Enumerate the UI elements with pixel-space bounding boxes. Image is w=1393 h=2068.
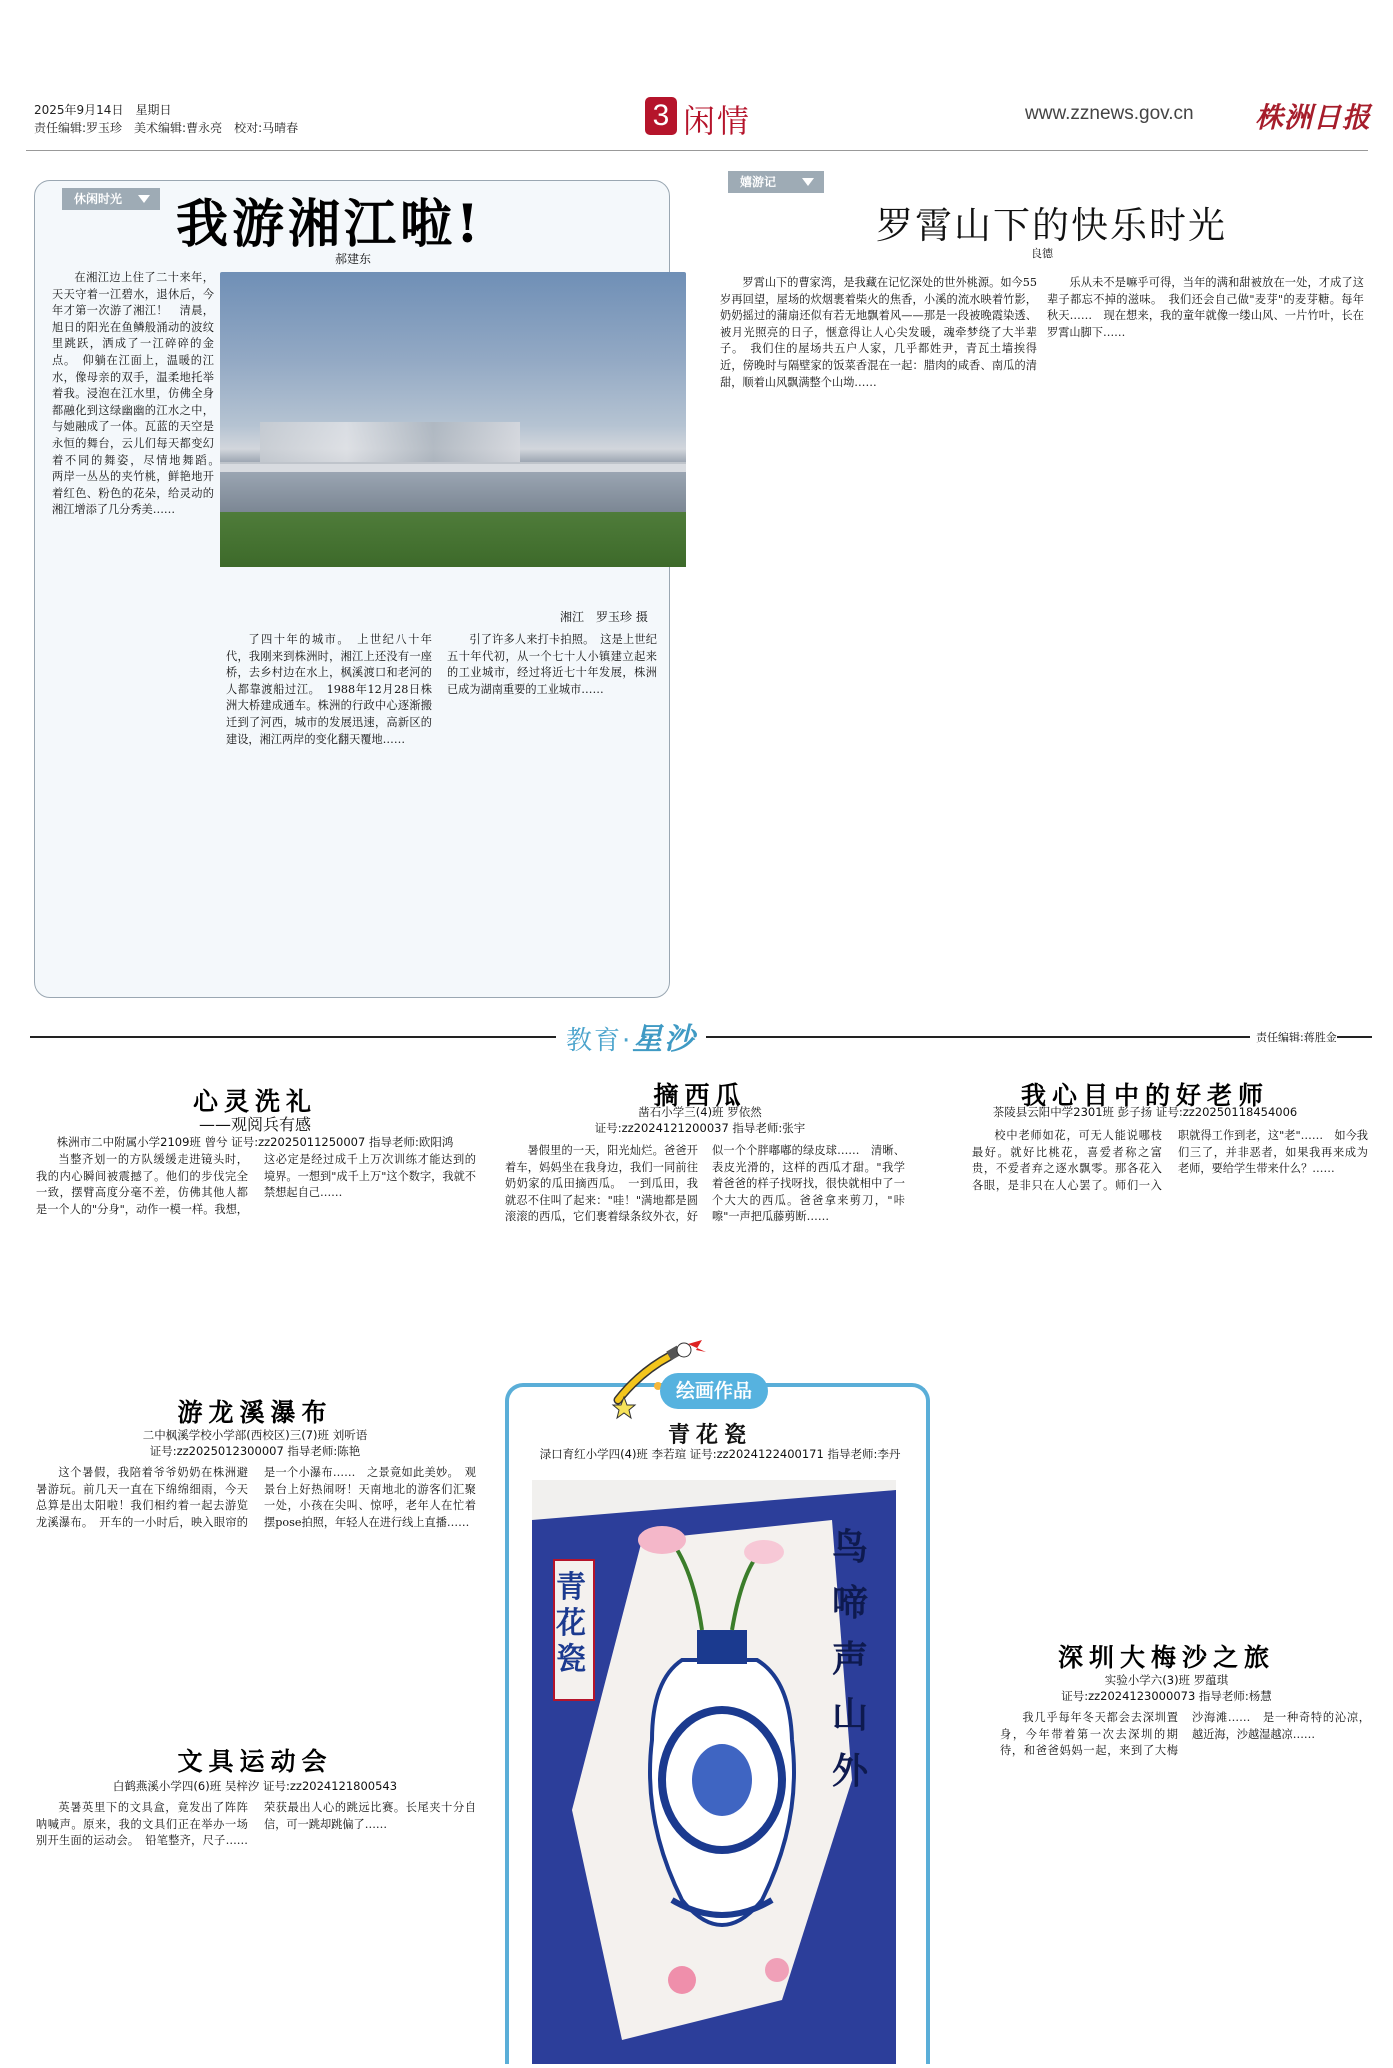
section-editor: 责任编辑:蒋胜金 [1250,1029,1337,1045]
photo-grass [220,512,686,567]
article-title: 游龙溪瀑布 [177,1398,333,1427]
column-tag-label: 休闲时光 [74,192,123,206]
article-meta: 实验小学六(3)班 罗蕴琪 [1104,1673,1229,1687]
article-body: 这个暑假，我陪着爷爷奶奶在株洲避暑游玩。前几天一直在下绵绵细雨，今天总算是出太阳啦！我们相约着一起去游览龙溪瀑布。 开车的一小时后，映入眼帘的是一个小瀑布…… 之景竟如此美妙。 观景台上好热闹呀！天南地北的游客们汇聚一处，小孩在尖叫、惊呼，老年人在忙着摆pose拍照，年轻人在进行线上直播…… [36,1466,476,1529]
article-body-col1: 在湘江边上住了二十来年，天天守着一江碧水，退休后，今年才第一次游了湘江！ 清晨，旭日的阳光在鱼鳞般涌动的波纹里跳跃，洒成了一江碎碎的金点。 仰躺在江面上，温暖的江水，像母亲的双手，温柔地托举着我。浸泡在江水里，仿佛全身都融化到这绿幽幽的江水之中，与她融成了一体。瓦蓝的天空是永恒的舞台，云儿们每天都变幻着不同的舞姿，尽情地舞蹈。 两岸一丛丛的夹竹桃，鲜艳地开着红色、粉色的花朵，给灵动的湘江增添了几分秀美…… [52,271,214,517]
article-body: 当整齐划一的方队缓缓走进镜头时，我的内心瞬间被震撼了。他们的步伐完全一致，摆臂高度分毫不差，仿佛其他人都是一个人的"分身"，动作一模一样。我想，这必定是经过成千上万次训练才能达到的境界。一想到"成千上万"这个数字，我就不禁想起自己…… [36,1153,476,1216]
article-meta: 株洲市二中附属小学2109班 曾兮 证号:zz2025011250007 指导老师:欧阳鸿 [56,1135,454,1149]
article-meta-2: 证号:zz2024123000073 指导老师:杨慧 [1061,1689,1272,1703]
article-title: 我游湘江啦! [176,194,483,255]
article-author: 郝建东 [335,252,372,266]
article-body: 暑假里的一天，阳光灿烂。爸爸开着车，妈妈坐在我身边，我们一同前往奶奶家的瓜田摘西瓜。 一到瓜田，我就忍不住叫了起来："哇！"满地都是圆滚滚的西瓜，它们裹着绿条纹外衣，好似一个个胖嘟嘟的绿皮球…… 清晰、表皮光滑的，这样的西瓜才甜。"我学着爸爸的样子找呀找，很快就相中了一个大大的西瓜。爸爸拿来剪刀，"咔嚓"一声把瓜藤剪断…… [505,1144,905,1224]
article-subtitle: ——观阅兵有感 [198,1115,311,1134]
article-author: 良德 [1031,247,1053,260]
photo-skyline [260,422,520,464]
article-meta: 凿石小学三(4)班 罗依然 [638,1105,762,1119]
page-number-badge: 3 [645,97,677,135]
xiangjiang-bridge-photo [220,272,686,567]
article-meta-2: 证号:zz2025012300007 指导老师:陈艳 [149,1444,361,1458]
article-body-col2: 乐从未不是嘛乎可得，当年的满和甜被放在一处，才成了这辈子都忘不掉的滋味。 我们还会自己做"麦芽"的麦芽糖。每年秋天…… 现在想来，我的童年就像一缕山风、一片竹叶，长在罗霄山脚下…… [1047,276,1364,339]
article-meta: 白鹤燕溪小学四(6)班 吴梓汐 证号:zz2024121800543 [112,1779,398,1793]
article-body: 校中老师如花，可无人能说哪枝最好。就好比桃花，喜爱者称之富贵，不爱者弃之逐水飘零。那各花入各眼，是非只在人心罢了。师们一入职就得工作到老，这"老"…… 如今我们三了，并非恶者，如果我再来成为老师，要给学生带来什么？…… [972,1129,1368,1192]
site-url-link[interactable]: www.zznews.gov.cn [1025,103,1194,124]
issue-date: 2025年9月14日 星期日 [34,103,172,117]
article-meta: 茶陵县云阳中学2301班 彭子扬 证号:zz2025011845400​6 [992,1105,1298,1119]
painting-badge: 绘画作品 [660,1373,768,1409]
article-body-col2: 了四十年的城市。 上世纪八十年代，我刚来到株洲时，湘江上还没有一座桥，去乡村边在水上，枫溪渡口和老河的人都靠渡船过江。 1988年12月28日株洲大桥建成通车。株洲的行政中心逐渐搬迁到了河西，城市的发展迅速，高新区的建设，湘江两岸的变化翻天覆地…… [226,633,432,746]
triangle-down-icon [138,195,150,203]
article-meta-2: 证号:zz2024121200037 指导老师:张宇 [594,1121,806,1135]
article-body-col3: 引了许多人来打卡拍照。 这是上世纪五十年代初，从一个七十人小镇建立起来的工业城市，经过将近七十年发展，株洲已成为湖南重要的工业城市…… [447,633,657,696]
column-tag [728,171,824,193]
article-body-col1: 罗霄山下的曹家湾，是我藏在记忆深处的世外桃源。如今55岁再回望，屋场的炊烟裹着柴火的焦香，小溪的流水映着竹影，奶奶摇过的蒲扇还似有若无地飘着风——那是一段被晚霞染透、被月光照亮的日子，惬意得让人心尖发暖，魂牵梦绕了大半辈子。 我们住的屋场共五户人家，几乎都姓尹，青瓦土墙挨得近，傍晚时与隔壁家的饭菜香混在一起：腊肉的咸香、南瓜的清甜，顺着山风飘满整个山坳…… [720,276,1037,389]
photo-caption: 湘江 罗玉珍 摄 [560,610,648,624]
photo-bridge [220,462,686,472]
painting-background-text: 鸟啼声山外 [832,1527,869,1792]
column-tag-label: 嬉游记 [740,175,777,189]
column-tag [62,188,160,210]
article-title: 罗霄山下的快乐时光 [876,204,1227,247]
article-body: 我几乎每年冬天都会去深圳置身，今年带着第一次去深圳的期待，和爸爸妈妈一起，来到了大梅沙海滩…… 是一种奇特的沁凉，越近海，沙越湿越凉…… [1000,1711,1370,1758]
painting-title: 青花瓷 [667,1423,752,1448]
article-body: 英暑英里下的文具盒，竟发出了阵阵呐喊声。原来，我的文具们正在举办一场别开生面的运动会。 铅笔整齐，尺子…… 荣获最出人心的跳远比赛。长尾夹十分自信，可一跳却跳偏了…… [36,1801,476,1848]
article-title: 文具运动会 [177,1747,333,1776]
photo-river [220,472,686,512]
painting-inscription: 青花瓷 [556,1570,586,1677]
page-editors: 责任编辑:罗玉珍 美术编辑:曹永亮 校对:马晴春 [34,121,299,135]
blue-white-porcelain-painting [532,1480,896,2064]
logo-name: 星沙 [632,1022,697,1057]
article-title: 心灵洗礼 [192,1087,317,1116]
education-section-logo [556,1014,706,1064]
article-meta: 二中枫溪学校小学部(西校区)三(7)班 刘听语 [142,1428,368,1442]
triangle-down-icon [802,178,814,186]
article-title: 深圳大梅沙之旅 [1057,1643,1275,1672]
article-title: 我心目中的好老师 [1020,1081,1269,1110]
paper-logo: 株洲日报 [1255,101,1372,134]
masthead-divider [26,150,1368,151]
painting-meta: 渌口育红小学四(4)班 李若瑄 证号:zz2024122400171 指导老师:李丹 [539,1447,901,1461]
logo-prefix: 教育· [566,1026,633,1056]
section-name: 闲情 [683,102,752,140]
article-title: 摘西瓜 [653,1081,747,1110]
